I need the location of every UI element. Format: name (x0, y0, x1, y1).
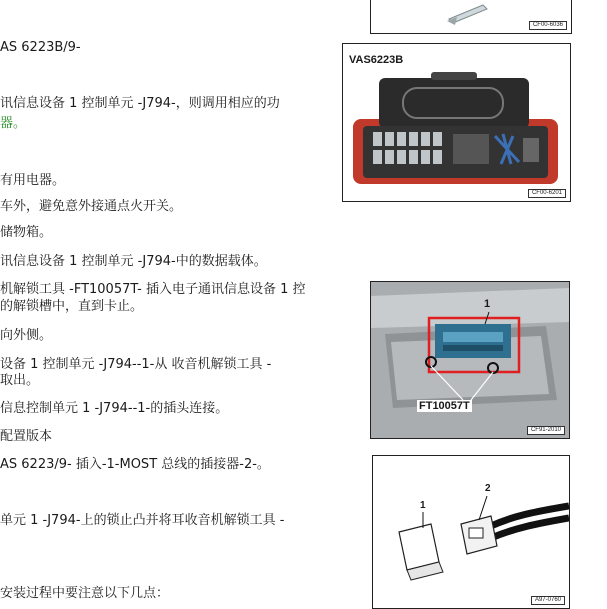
figure-title: VAS6223B (349, 54, 404, 66)
dashboard-illustration (371, 282, 569, 438)
text-line: 有用电器。 (0, 173, 66, 188)
text-line: 的解锁槽中，直到卡止。 (0, 299, 144, 314)
figure-code: CF00-6201 (528, 189, 566, 198)
text-line-link[interactable]: 器。 (0, 116, 27, 131)
figure-code: CF91-2010 (527, 426, 565, 435)
figure-unlock-tool (370, 281, 570, 439)
tool-label: FT10057T (419, 400, 470, 412)
text-line: 车外，避免意外接通点火开关。 (0, 199, 183, 214)
figure-connector (372, 455, 570, 609)
text-line: 设备 1 控制单元 -J794--1-从 收音机解锁工具 - (0, 357, 272, 372)
callout-1: 1 (420, 500, 426, 511)
text-line: 向外侧。 (0, 328, 53, 343)
figure-code: CF00-6036 (529, 21, 567, 30)
callout-2: 2 (485, 483, 491, 494)
tool-case-illustration (343, 44, 570, 201)
connector-illustration (373, 456, 569, 608)
text-line: AS 6223B/9- (0, 40, 81, 55)
text-line: 信息控制单元 1 -J794--1-的插头连接。 (0, 401, 229, 416)
callout-1: 1 (484, 298, 491, 310)
text-line: 储物箱。 (0, 225, 53, 240)
text-line: 讯信息设备 1 控制单元 -J794-，则调用相应的功 (0, 96, 280, 111)
figure-code: A97-0760 (531, 596, 565, 605)
figure-top (370, 0, 572, 34)
figure-vas6223b (342, 43, 571, 202)
text-line: 机解锁工具 -FT10057T- 插入电子通讯信息设备 1 控 (0, 282, 306, 297)
text-line: 单元 1 -J794-上的锁止凸并将耳收音机解锁工具 - (0, 513, 285, 528)
text-line: 取出。 (0, 373, 40, 388)
text-line: AS 6223/9- 插入-1-MOST 总线的插接器-2-。 (0, 457, 270, 472)
text-line: 安装过程中要注意以下几点： (0, 586, 170, 601)
text-line: 讯信息设备 1 控制单元 -J794-中的数据载体。 (0, 254, 267, 269)
text-line: 配置版本 (0, 429, 53, 444)
